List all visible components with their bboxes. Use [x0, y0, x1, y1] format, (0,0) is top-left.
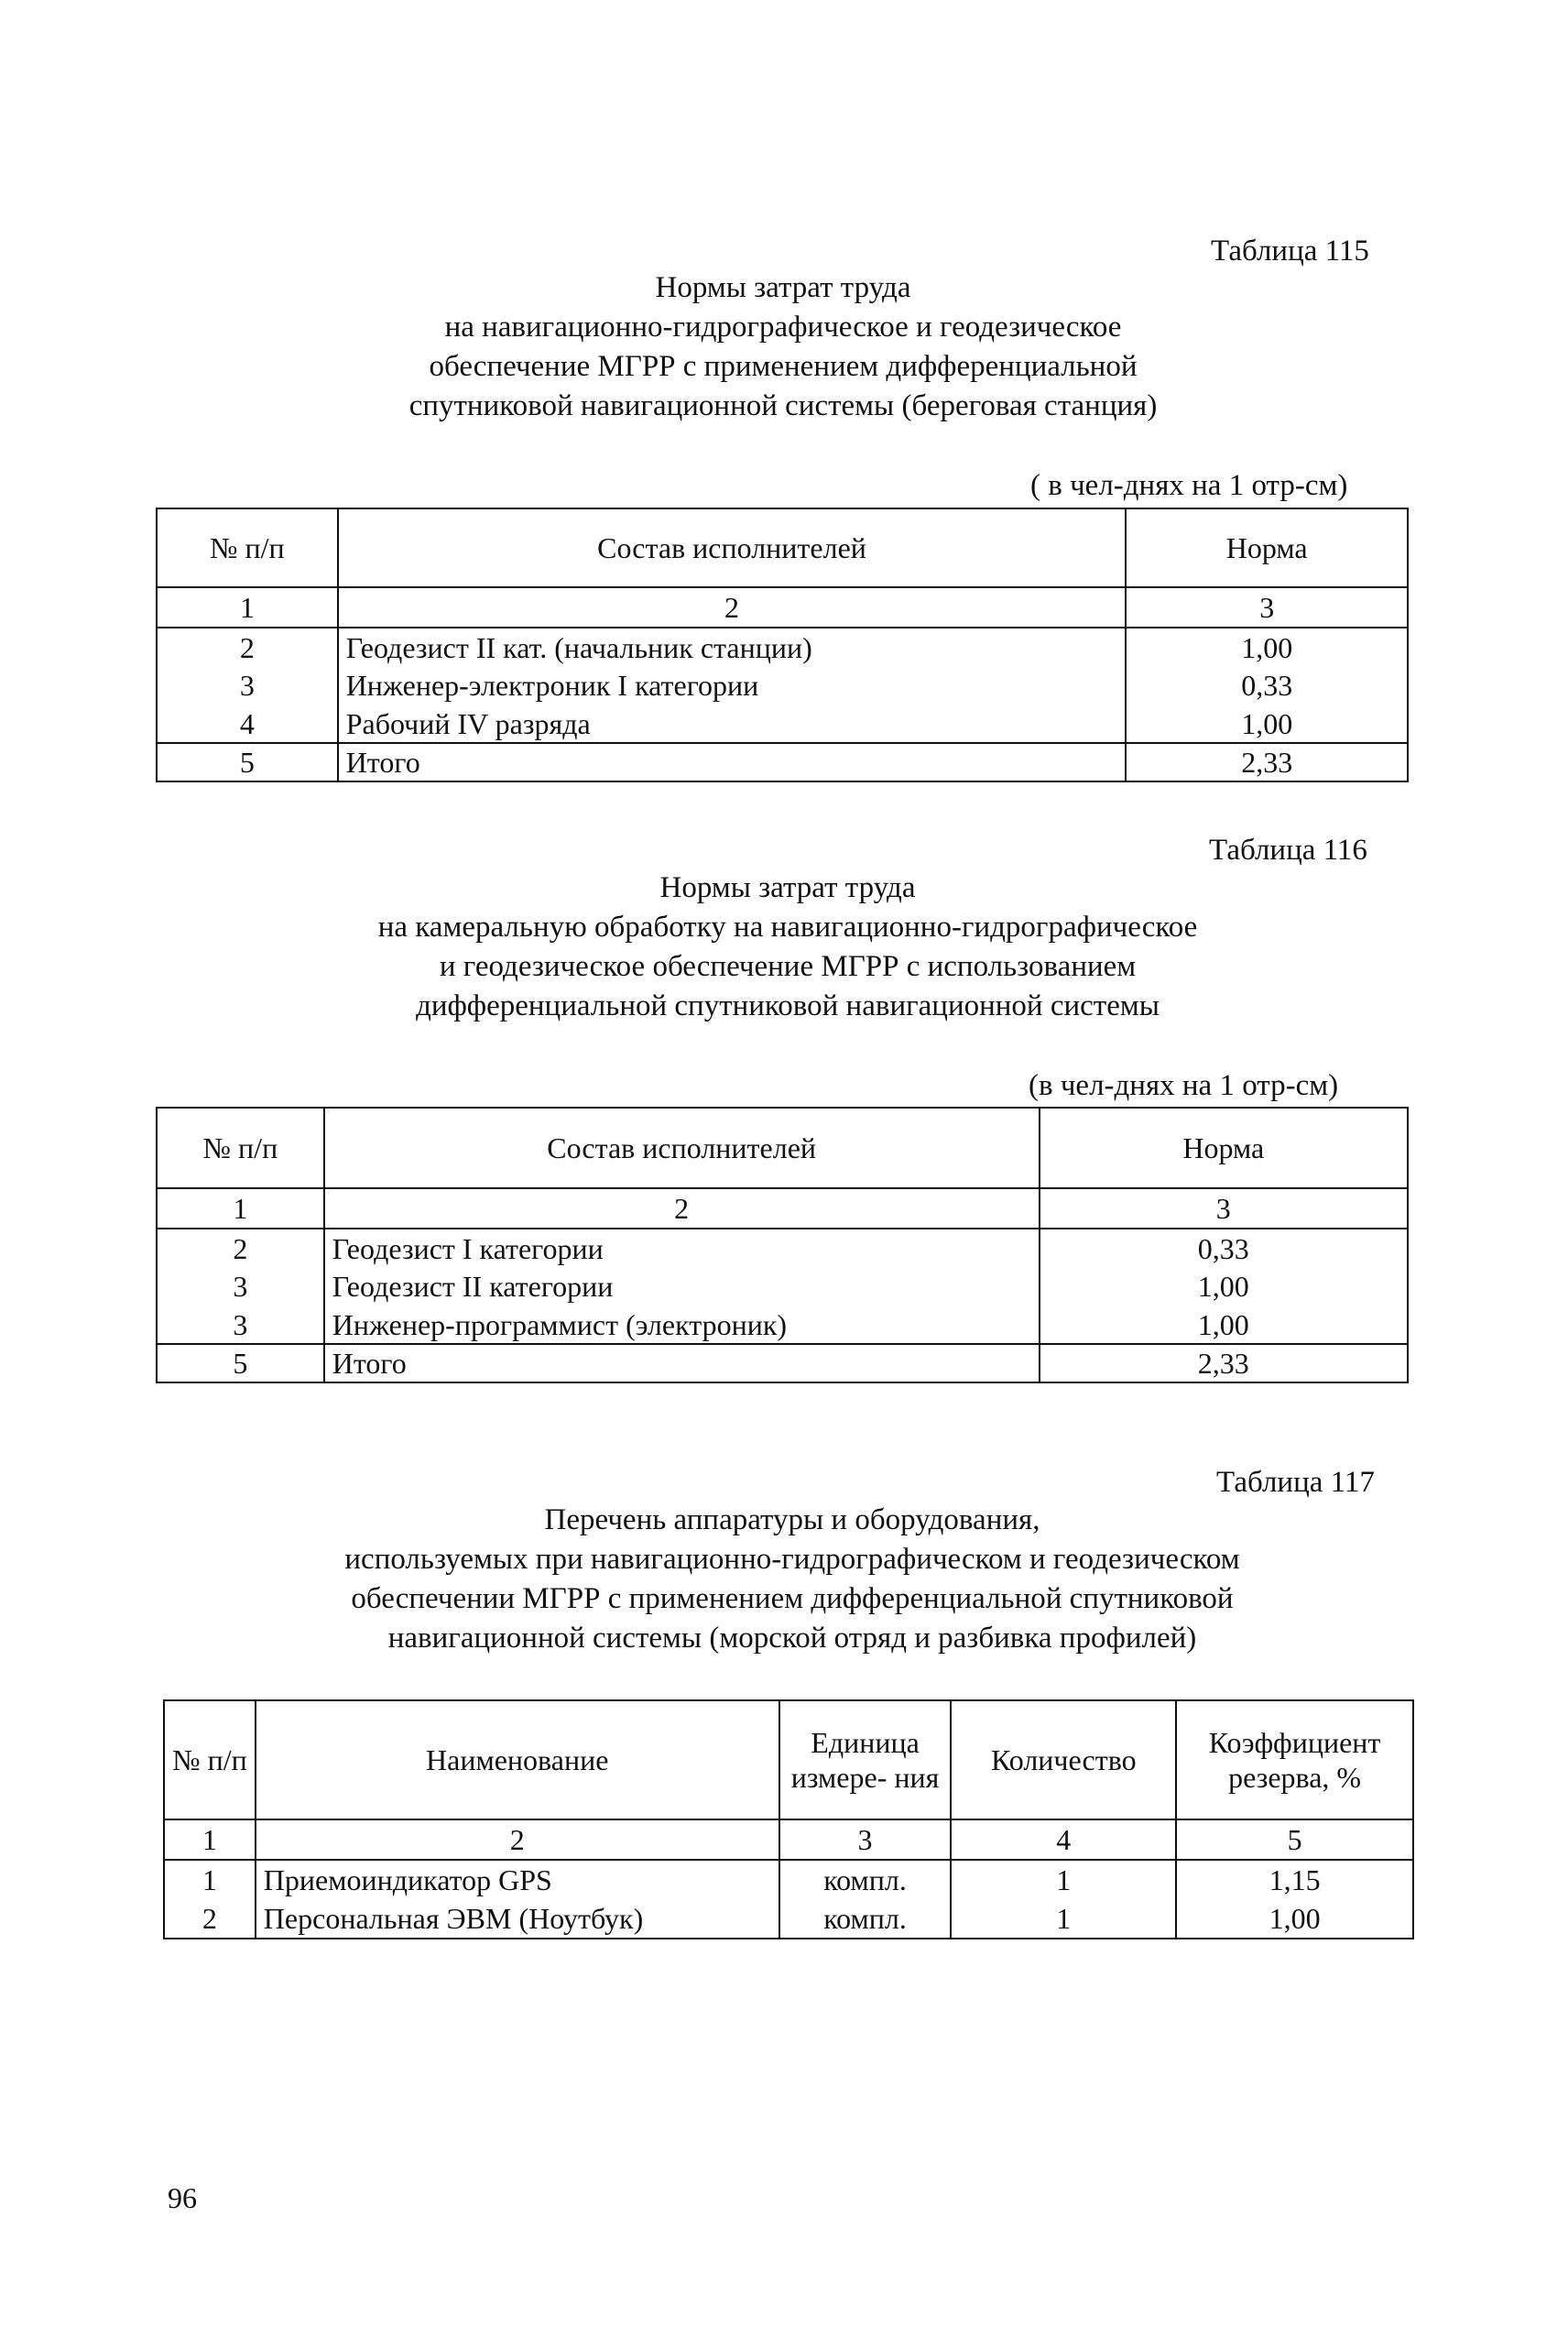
- total-row: [157, 1344, 1408, 1382]
- row-coefficient: 1,00: [1176, 1898, 1413, 1939]
- col-number: 1: [157, 1188, 324, 1229]
- title-line: Нормы затрат труда: [659, 871, 916, 904]
- title-line: спутниковой навигационной системы (береговая станция): [408, 389, 1158, 422]
- row-number: 1: [164, 1860, 256, 1898]
- row-name: Геодезист II кат. (начальник станции): [338, 628, 1127, 666]
- table-115: [156, 508, 1409, 782]
- header-staff: Состав исполнителей: [338, 508, 1127, 587]
- total-label: Итого: [324, 1344, 1040, 1382]
- col-number: 3: [779, 1819, 952, 1860]
- row-quantity: 1: [951, 1898, 1176, 1939]
- row-number: 4: [157, 705, 338, 743]
- row-norm: 0,33: [1126, 666, 1408, 705]
- col-number: 2: [338, 587, 1127, 628]
- total-row: [157, 743, 1408, 781]
- col-number: 5: [1176, 1819, 1413, 1860]
- col-number: 3: [1126, 587, 1408, 628]
- title-line: обеспечении МГРР с применением дифференциальной спутниковой: [351, 1582, 1234, 1615]
- table-row: [157, 666, 1408, 705]
- row-number: 2: [164, 1898, 256, 1939]
- row-norm: 1,00: [1126, 628, 1408, 666]
- table-116: [156, 1107, 1409, 1383]
- title-line: Нормы затрат труда: [655, 271, 911, 304]
- total-norm: 2,33: [1040, 1344, 1408, 1382]
- title-line: используемых при навигационно-гидрографическом и геодезическом: [344, 1543, 1240, 1576]
- row-unit: компл.: [779, 1860, 952, 1898]
- table-row: [157, 705, 1408, 743]
- row-number: 3: [157, 1267, 324, 1306]
- header-norm: Норма: [1126, 508, 1408, 587]
- title-line: и геодезическое обеспечение МГРР с использованием: [439, 950, 1137, 983]
- title-line: обеспечение МГРР с применением дифференциальной: [429, 350, 1138, 383]
- row-name: Геодезист II категории: [324, 1267, 1040, 1306]
- column-number-row: [157, 587, 1408, 628]
- row-unit: компл.: [779, 1898, 952, 1939]
- table-row: [157, 1267, 1408, 1306]
- header-quantity: Количество: [951, 1700, 1176, 1819]
- row-name: Геодезист I категории: [324, 1229, 1040, 1267]
- header-name: Наименование: [256, 1700, 779, 1819]
- row-name: Рабочий IV разряда: [338, 705, 1127, 743]
- col-number: 2: [256, 1819, 779, 1860]
- total-number: 5: [157, 1344, 324, 1382]
- header-number: № п/п: [164, 1700, 256, 1819]
- row-number: 3: [157, 1306, 324, 1344]
- column-number-row: [157, 1188, 1408, 1229]
- title-line: Перечень аппаратуры и оборудования,: [544, 1503, 1040, 1536]
- row-norm: 1,00: [1126, 705, 1408, 743]
- table-row: [157, 1306, 1408, 1344]
- col-number: 1: [157, 587, 338, 628]
- header-coefficient: Коэффициент резерва, %: [1176, 1700, 1413, 1819]
- title-line: на навигационно-гидрографическое и геодезическое: [444, 311, 1122, 344]
- table-row: [164, 1898, 1413, 1939]
- table-115-unit: ( в чел-днях на 1 отр-см): [1030, 469, 1348, 502]
- table-row: [157, 1229, 1408, 1267]
- header-row: [157, 1108, 1408, 1188]
- table-117: [163, 1699, 1414, 1939]
- header-unit: Единица измере- ния: [779, 1700, 952, 1819]
- col-number: 1: [164, 1819, 256, 1860]
- row-quantity: 1: [951, 1860, 1176, 1898]
- row-norm: 1,00: [1040, 1306, 1408, 1344]
- row-name: Персональная ЭВМ (Ноутбук): [256, 1898, 779, 1939]
- total-label: Итого: [338, 743, 1127, 781]
- col-number: 2: [324, 1188, 1040, 1229]
- row-coefficient: 1,15: [1176, 1860, 1413, 1898]
- table-row: [157, 628, 1408, 666]
- total-number: 5: [157, 743, 338, 781]
- title-line: на камеральную обработку на навигационно-гидрографическое: [377, 911, 1198, 944]
- row-number: 3: [157, 666, 338, 705]
- page-number: 96: [168, 2181, 197, 2214]
- title-line: навигационной системы (морской отряд и разбивка профилей): [387, 1622, 1197, 1655]
- row-number: 2: [157, 628, 338, 666]
- table-117-title: [201, 1501, 1383, 1658]
- header-number: № п/п: [157, 1108, 324, 1188]
- table-row: [164, 1860, 1413, 1898]
- table-115-title: [275, 268, 1291, 426]
- table-117-label: Таблица 117: [1216, 1466, 1375, 1499]
- table-116-unit: (в чел-днях на 1 отр-см): [1029, 1069, 1339, 1102]
- row-norm: 1,00: [1040, 1267, 1408, 1306]
- total-norm: 2,33: [1126, 743, 1408, 781]
- col-number: 3: [1040, 1188, 1408, 1229]
- header-number: № п/п: [157, 508, 338, 587]
- row-name: Инженер-электроник I категории: [338, 666, 1127, 705]
- header-staff: Состав исполнителей: [324, 1108, 1040, 1188]
- header-norm: Норма: [1040, 1108, 1408, 1188]
- table-115-label: Таблица 115: [1211, 235, 1369, 268]
- header-row: [164, 1700, 1413, 1819]
- row-norm: 0,33: [1040, 1229, 1408, 1267]
- col-number: 4: [951, 1819, 1176, 1860]
- row-number: 2: [157, 1229, 324, 1267]
- header-row: [157, 508, 1408, 587]
- row-name: Приемоиндикатор GPS: [256, 1860, 779, 1898]
- table-116-title: [229, 869, 1346, 1026]
- column-number-row: [164, 1819, 1413, 1860]
- title-line: дифференциальной спутниковой навигационной системы: [416, 989, 1160, 1022]
- row-name: Инженер-программист (электроник): [324, 1306, 1040, 1344]
- table-116-label: Таблица 116: [1209, 834, 1367, 867]
